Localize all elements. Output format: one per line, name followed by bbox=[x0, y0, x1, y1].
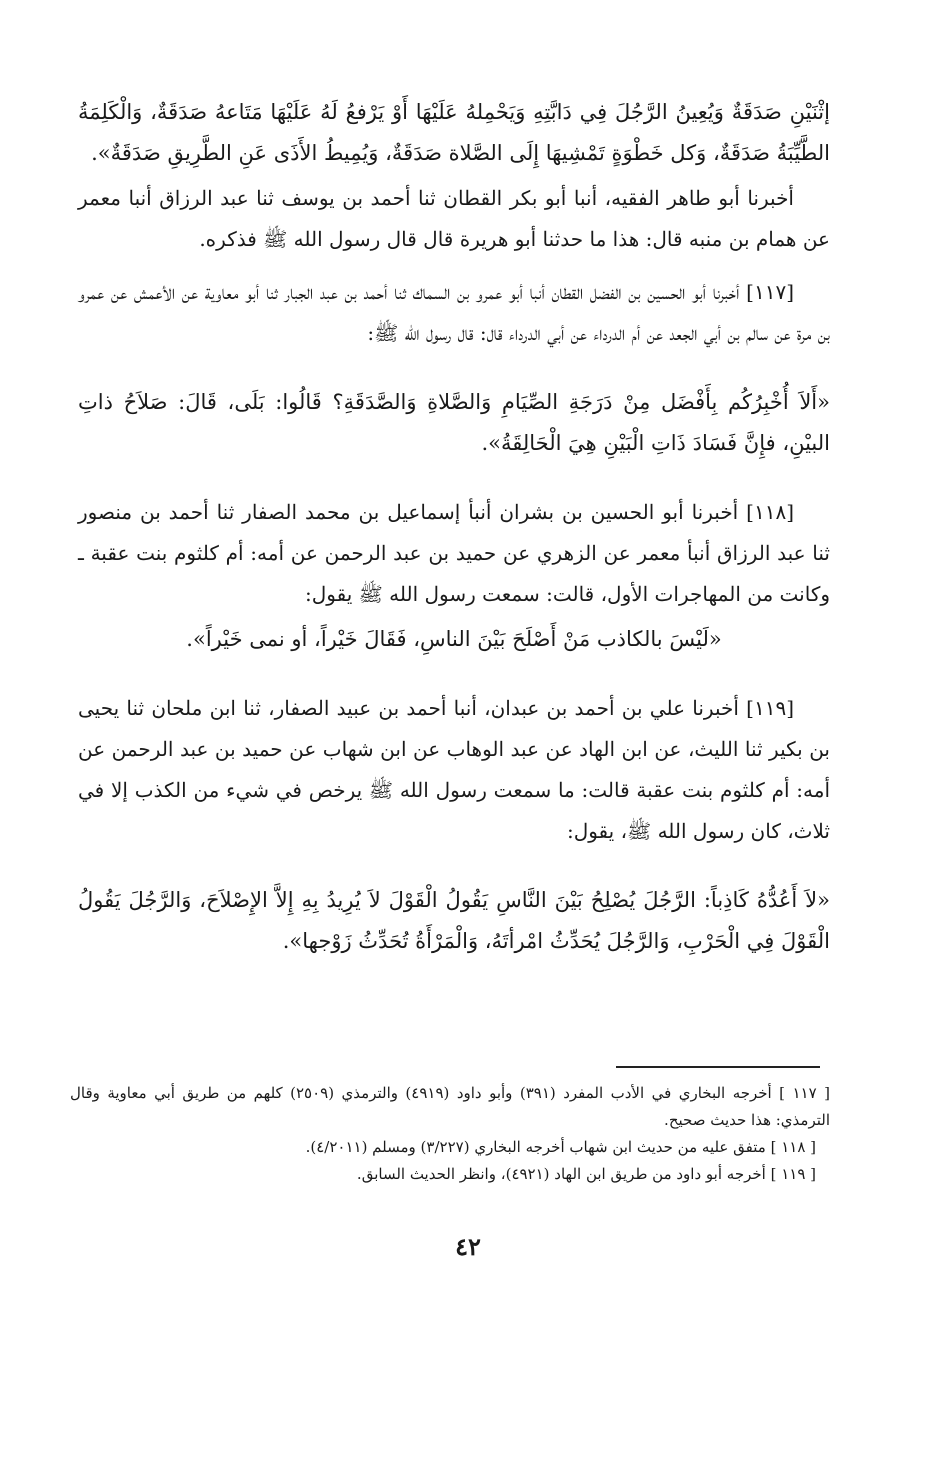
footnote-119: [ ١١٩ ] أخرجه أبو داود من طريق ابن الهاد (٤٩٢١)، وانظر الحديث السابق. bbox=[356, 1165, 816, 1183]
footnotes bbox=[70, 1080, 830, 1188]
footnote-divider bbox=[616, 1066, 820, 1068]
hadith-118-isnad: [١١٨] أخبرنا أبو الحسين بن بشران أنبأ إسماعيل بن محمد الصفار ثنا أحمد بن منصور ثنا عبد الرزاق أنبأ معمر عن الزهري عن حميد بن عبد الرحمن عن أمه: أم كلثوم بنت عقبة ـ وكانت من المهاجرات الأول، قالت: سمعت رسول الله ﷺ يقول: bbox=[78, 500, 830, 606]
hadith-117-text: «أَلاَ أُخْبِرُكُم بِأَفْضَل مِنْ دَرَجَةِ الصِّيَامِ وَالصَّلاةِ وَالصَّدَقَةِ؟ قَالُوا: بَلَى، قَالَ: صَلاَحُ ذاتِ البيْنِ، فإِنَّ فَسَادَ ذَاتِ الْبَيْنِ هِيَ الْحَالِقَةُ». bbox=[78, 390, 830, 455]
hadith-119-text: «لاَ أَعُدُّهُ كَاذِباً: الرَّجُلَ يُصْلِحُ بَيْنَ النَّاسِ يَقُولُ الْقَوْلَ لاَ يُرِيدُ بِهِ إِلاَّ الإِصْلاَحَ، وَالرَّجُلَ يَقُولُ الْقَوْلَ فِي الْحَرْبِ، وَالرَّجُلَ يُحَدِّثُ امْرأتَهُ، وَالْمَرْأَةُ تُحَدِّثُ زَوْجها». bbox=[78, 888, 830, 953]
hadith-continuation: إثْنَيْنِ صَدَقَةٌ وَيُعِينُ الرَّجُلَ فِي دَابَّتِهِ وَيَحْمِلهُ عَلَيْهَا أَوْ يَرْفعُ لَهُ عَلَيْهَا مَتَاعهُ صَدَقَةٌ، وَالْكَلِمَةُ الطَّيِّبَةُ صَدَقَةٌ، وَكل خَطْوَةٍ تَمْشِيهَا إِلَى الصَّلاة صَدَقَةٌ، وَيُمِيطُ الأَذَى عَنِ الطَّرِيقِ صَدَقَةٌ». bbox=[78, 100, 830, 165]
footnote-117: [ ١١٧ ] أخرجه البخاري في الأدب المفرد (٣٩١) وأبو داود (٤٩١٩) والترمذي (٢٥٠٩) كلهم من طريق أبي معاوية وقال الترمذي: هذا حديث صحيح. bbox=[70, 1084, 830, 1129]
hadith-119-isnad: [١١٩] أخبرنا علي بن أحمد بن عبدان، أنبا أحمد بن عبيد الصفار، ثنا ابن ملحان ثنا يحيى بن بكير ثنا الليث، عن ابن الهاد عن عبد الوهاب عن ابن شهاب عن حميد بن عبد الرحمن عن أمه: أم كلثوم بنت عقبة قالت: ما سمعت رسول الله ﷺ يرخص في شيء من الكذب إلا في ثلاث، كان رسول الله ﷺ، يقول: bbox=[78, 696, 830, 843]
main-text bbox=[78, 92, 830, 962]
footnote-118: [ ١١٨ ] متفق عليه من حديث ابن شهاب أخرجه البخاري (٣/٢٢٧) ومسلم (٤/٢٠١١). bbox=[305, 1138, 816, 1156]
page-number: ٤٢ bbox=[455, 1232, 481, 1261]
isnad-paragraph: أخبرنا أبو طاهر الفقيه، أنبا أبو بكر القطان ثنا أحمد بن يوسف ثنا عبد الرزاق أنبا معمر عن همام بن منبه قال: هذا ما حدثنا أبو هريرة قال قال رسول الله ﷺ فذكره. bbox=[78, 186, 830, 251]
hadith-117-isnad: [١١٧] أخبرنا أبو الحسين بن الفضل القطان أنبا أبو عمرو بن السماك ثنا أحمد بن عبد الجبار ثنا أبو معاوية عن الأعمش عن عمرو بن مرة عن سالم بن أبي الجعد عن أم الدرداء عن أبي الدرداء قال: قال رسول الله ﷺ: bbox=[78, 280, 830, 345]
hadith-118-text: «لَيْسَ بالكاذب مَنْ أَصْلَحَ بَيْنَ الناسِ، فَقَالَ خَيْراً، أو نمى خَيْراً». bbox=[186, 627, 722, 651]
